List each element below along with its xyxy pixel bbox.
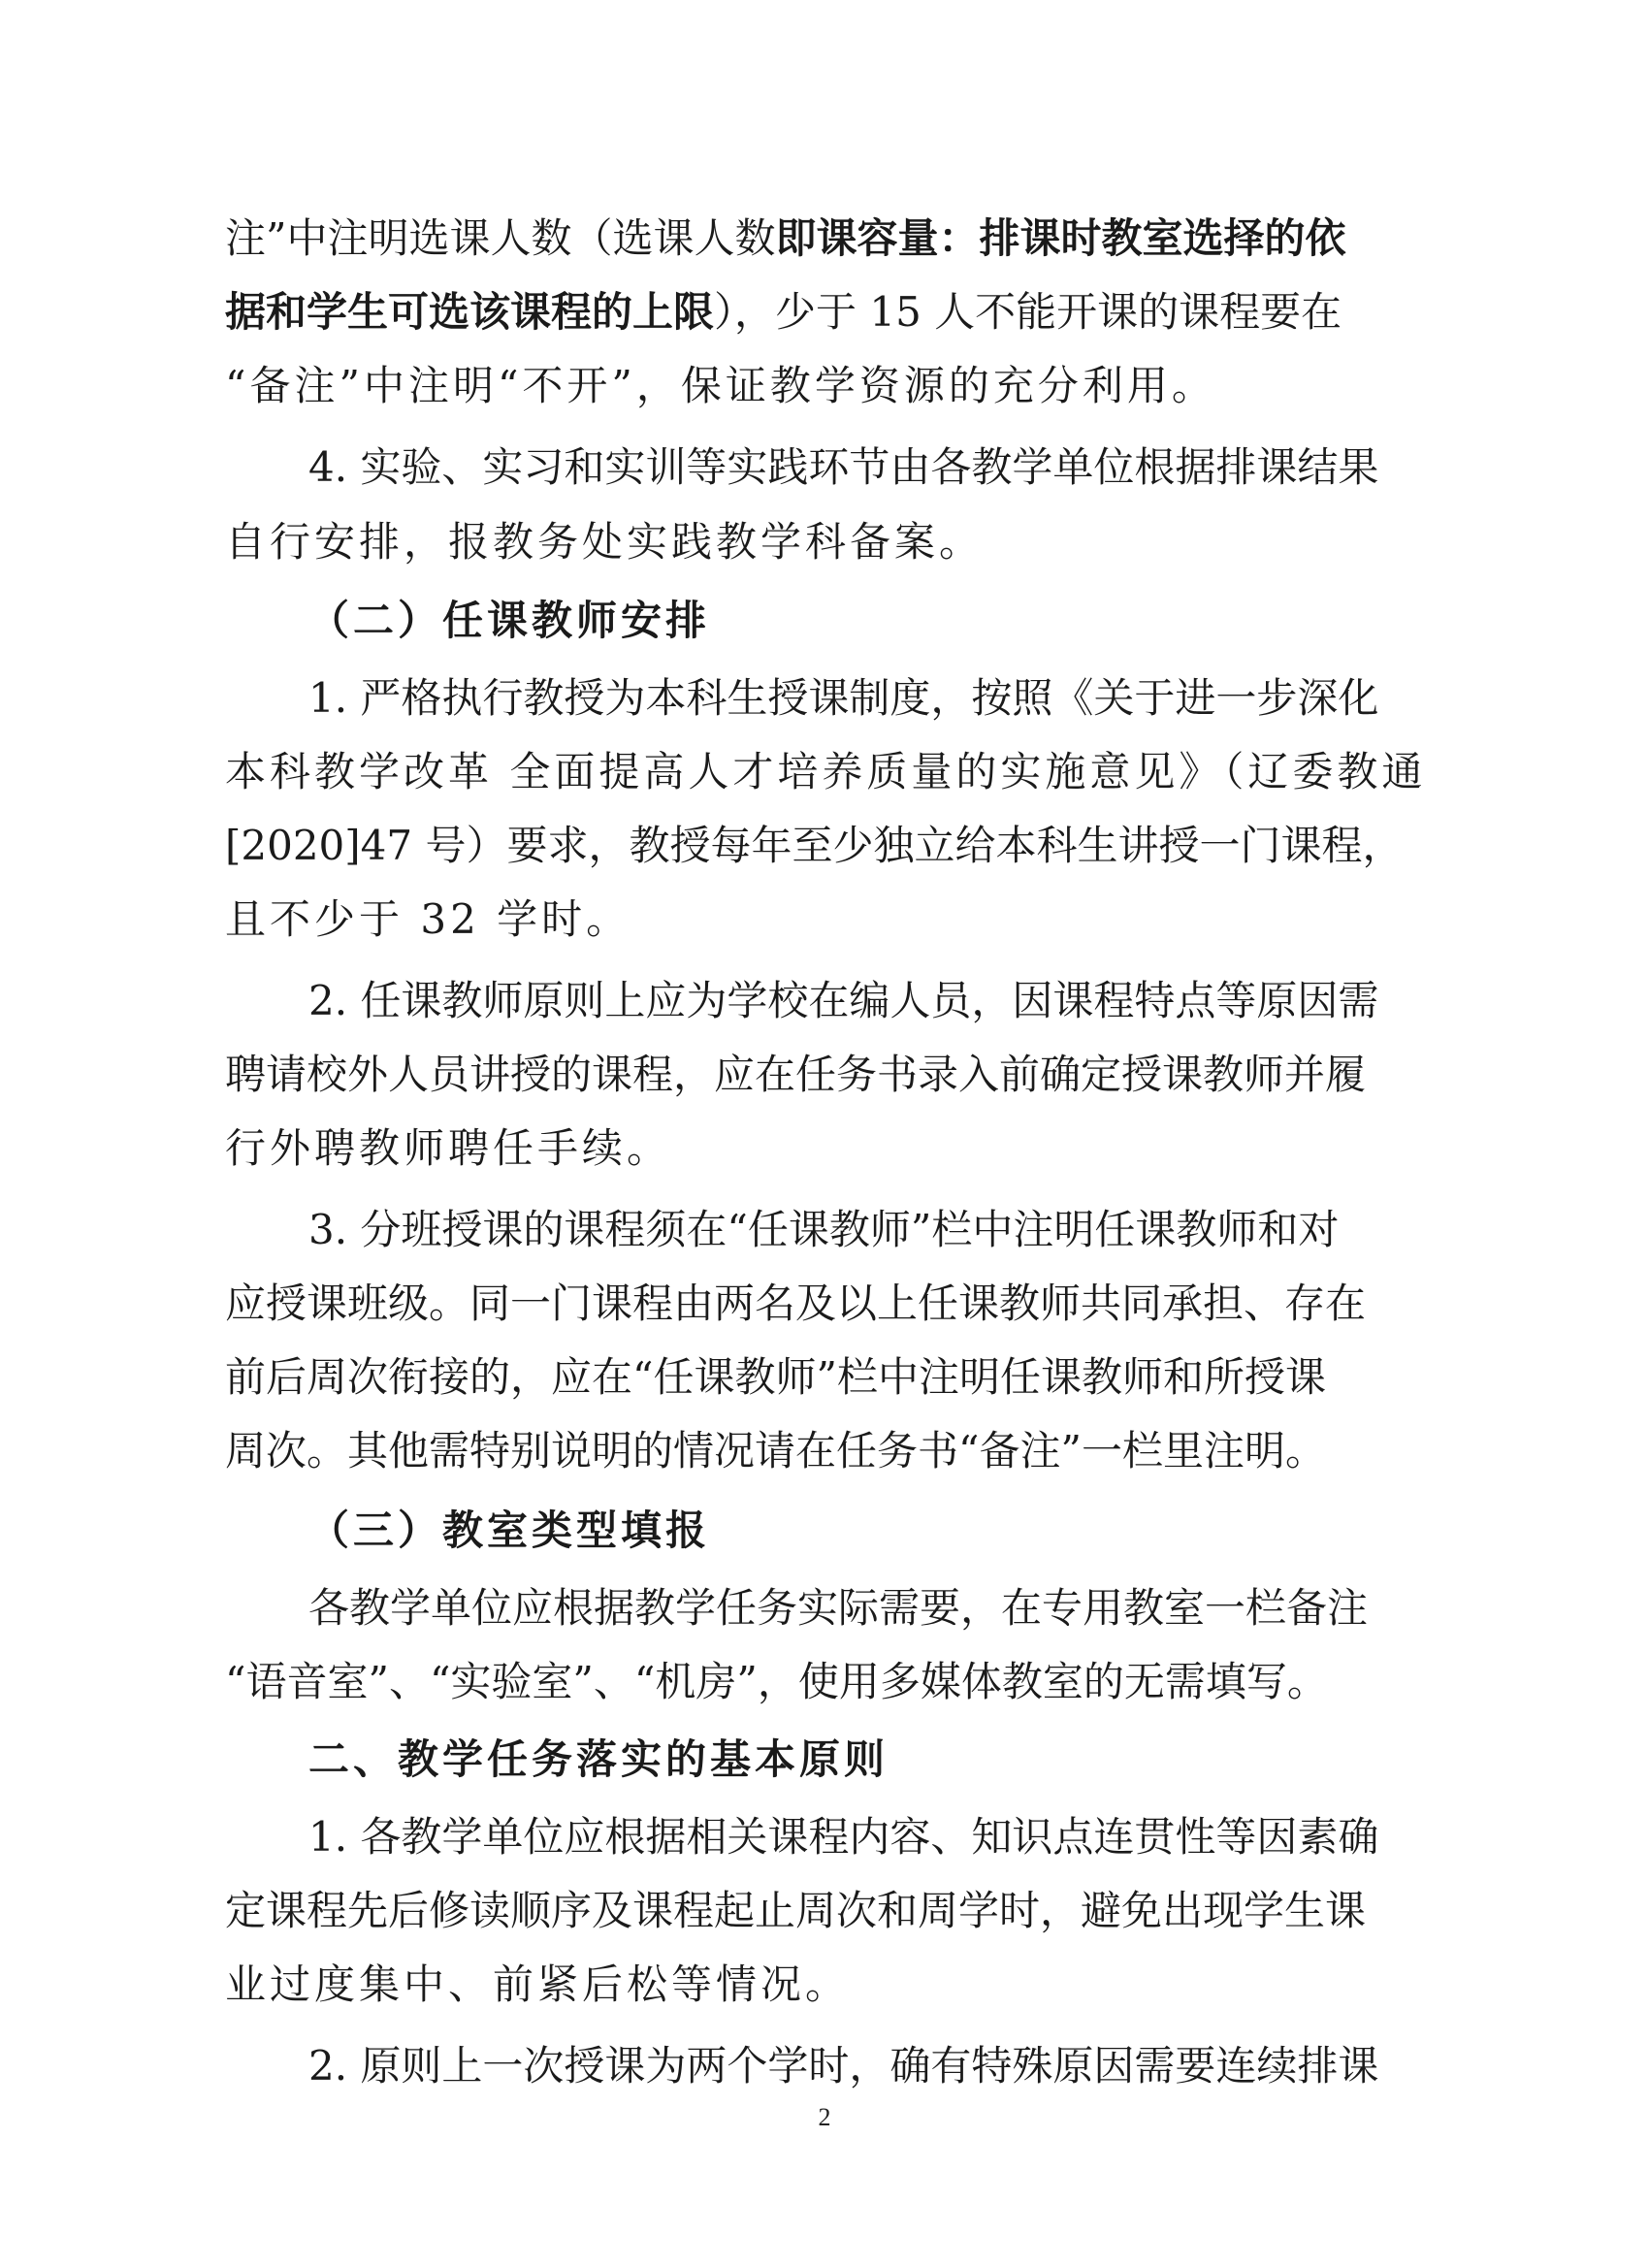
text-segment: 应授课班级。同一门课程由两名及以上任课教师共同承担、存在: [225, 1280, 1367, 1327]
text-line: [225, 1112, 1433, 1185]
text-segment: 1. 各教学单位应根据相关课程内容、知识点连贯性等因素确: [308, 1813, 1379, 1861]
text-segment: 周次。其他需特别说明的情况请在任务书“备注”一栏里注明。: [225, 1427, 1326, 1474]
paragraph-start-line: [308, 1800, 1433, 1874]
text-segment: 且不少于 32 学时。: [225, 895, 631, 943]
text-segment: 定课程先后修读顺序及课程起止周次和周学时，避免出现学生课: [225, 1887, 1367, 1934]
text-line: [225, 883, 1433, 956]
text-line: [225, 349, 1433, 423]
section-heading: [308, 1494, 1433, 1568]
text-segment: 2. 原则上一次授课为两个学时，确有特殊原因需要连续排课: [308, 2042, 1379, 2090]
text-segment: 4. 实验、实习和实训等实践环节由各教学单位根据排课结果: [308, 443, 1379, 491]
text-line: [225, 1414, 1433, 1488]
text-segment: [2020]47 号）要求，教授每年至少独立给本科生讲授一门课程，: [225, 822, 1404, 869]
text-segment: 前后周次衔接的，应在“任课教师”栏中注明任课教师和所授课: [225, 1353, 1326, 1401]
text-line: [225, 1948, 1433, 2022]
text-segment: ），少于 15 人不能开课的课程要在: [714, 288, 1342, 336]
heading-text: （二）任课教师安排: [308, 597, 711, 644]
heading-text: （三）教室类型填报: [308, 1507, 711, 1554]
text-line: [225, 1341, 1433, 1414]
section-heading: [308, 584, 1433, 658]
text-line: [225, 202, 1433, 275]
text-line: [225, 809, 1433, 883]
text-line: [225, 735, 1433, 809]
paragraph-start-line: [308, 2029, 1433, 2103]
bold-text-segment: 据和学生可选该课程的上限: [225, 288, 715, 336]
heading-text: 二、教学任务落实的基本原则: [308, 1735, 889, 1783]
text-line: [225, 1874, 1433, 1948]
text-line: [225, 505, 1433, 579]
paragraph-start-line: [308, 1571, 1433, 1645]
text-segment: 聘请校外人员讲授的课程，应在任务书录入前确定授课教师并履: [225, 1051, 1367, 1098]
text-segment: 行外聘教师聘任手续。: [225, 1124, 672, 1172]
paragraph-start-line: [308, 431, 1433, 504]
text-segment: “备注”中注明“不开”，保证教学资源的充分利用。: [225, 362, 1216, 409]
text-segment: 注”中注明选课人数（选课人数: [225, 214, 776, 262]
bold-text-segment: 即课容量：排课时教室选择的依: [775, 214, 1346, 262]
text-line: [225, 275, 1433, 349]
text-segment: 1. 严格执行教授为本科生授课制度，按照《关于进一步深化: [308, 674, 1379, 722]
text-segment: 业过度集中、前紧后松等情况。: [225, 1960, 851, 2008]
chapter-heading: [308, 1723, 1433, 1797]
page-number: 2: [818, 2103, 831, 2131]
paragraph-start-line: [308, 964, 1433, 1038]
text-segment: 本科教学改革 全面提高人才培养质量的实施意见》（辽委教通: [225, 748, 1427, 795]
paragraph-start-line: [308, 1193, 1433, 1267]
text-segment: 3. 分班授课的课程须在“任课教师”栏中注明任课教师和对: [308, 1206, 1340, 1253]
text-segment: “语音室”、“实验室”、“机房”，使用多媒体教室的无需填写。: [225, 1658, 1328, 1705]
text-line: [225, 1645, 1433, 1719]
text-segment: 2. 任课教师原则上应为学校在编人员，因课程特点等原因需: [308, 977, 1379, 1024]
text-segment: 自行安排，报教务处实践教学科备案。: [225, 518, 985, 566]
paragraph-start-line: [308, 662, 1433, 735]
text-segment: 各教学单位应根据教学任务实际需要，在专用教室一栏备注: [308, 1584, 1369, 1632]
text-line: [225, 1267, 1433, 1341]
text-line: [225, 1038, 1433, 1112]
